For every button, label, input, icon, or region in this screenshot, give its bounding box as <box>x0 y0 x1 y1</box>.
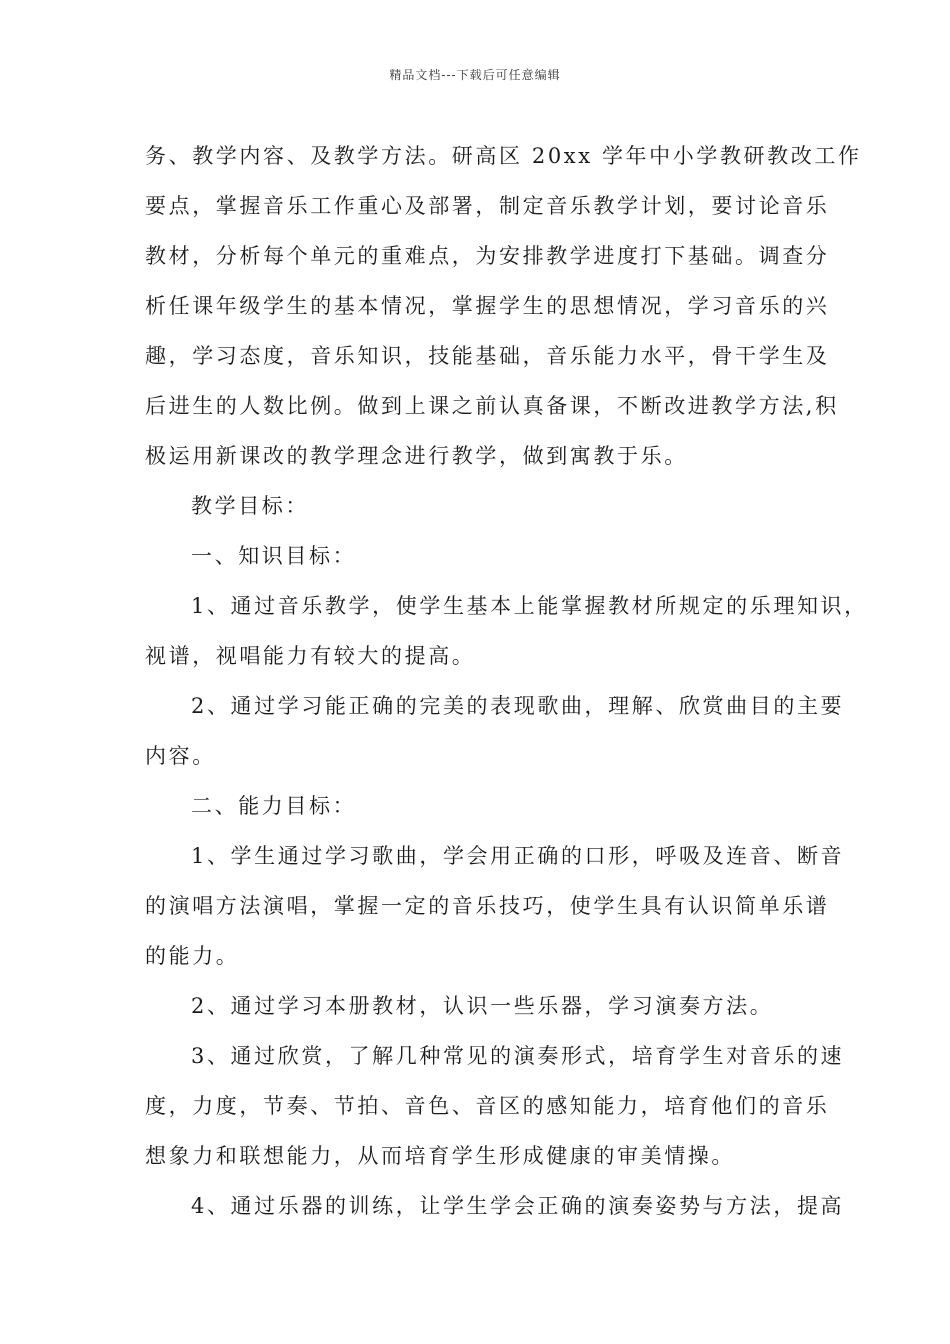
text-line: 教材，分析每个单元的重难点，为安排教学进度打下基础。调查分 <box>145 244 830 268</box>
text-line: 务、教学内容、及教学方法。研高区 20xx 学年中小学教研教改工作 <box>145 144 862 168</box>
text-line: 析任课年级学生的基本情况，掌握学生的思想情况，学习音乐的兴 <box>145 294 830 318</box>
text-line: 4、通过乐器的训练，让学生学会正确的演奏姿势与方法，提高 <box>191 1194 845 1218</box>
text-line: 后进生的人数比例。做到上课之前认真备课，不断改进教学方法,积 <box>145 394 839 418</box>
document-body <box>145 131 868 1231</box>
text-line: 要点，掌握音乐工作重心及部署，制定音乐教学计划，要讨论音乐 <box>145 194 830 218</box>
page-header: 精品文档---下载后可任意编辑 <box>389 68 561 82</box>
section-heading-knowledge-goals: 一、知识目标： <box>191 544 357 568</box>
section-heading-ability-goals: 二、能力目标： <box>191 794 357 818</box>
text-line: 想象力和联想能力，从而培育学生形成健康的审美情操。 <box>145 1144 735 1168</box>
text-line: 极运用新课改的教学理念进行教学，做到寓教于乐。 <box>145 444 688 468</box>
text-line: 的能力。 <box>145 944 240 968</box>
text-line: 2、通过学习本册教材，认识一些乐器，学习演奏方法。 <box>191 994 774 1018</box>
text-line: 内容。 <box>145 744 216 768</box>
text-line: 的演唱方法演唱，掌握一定的音乐技巧，使学生具有认识简单乐谱 <box>145 894 830 918</box>
text-line: 视谱，视唱能力有较大的提高。 <box>145 644 476 668</box>
text-line: 3、通过欣赏，了解几种常见的演奏形式，培育学生对音乐的速 <box>191 1044 845 1068</box>
text-line: 1、学生通过学习歌曲，学会用正确的口形，呼吸及连音、断音 <box>191 844 845 868</box>
text-line: 1、通过音乐教学，使学生基本上能掌握教材所规定的乐理知识， <box>191 594 868 618</box>
text-line: 2、通过学习能正确的完美的表现歌曲，理解、欣赏曲目的主要 <box>191 694 845 718</box>
section-heading-teaching-goals: 教学目标： <box>191 494 309 518</box>
text-line: 度，力度，节奏、节拍、音色、音区的感知能力，培育他们的音乐 <box>145 1094 830 1118</box>
text-line: 趣，学习态度，音乐知识，技能基础，音乐能力水平，骨干学生及 <box>145 344 830 368</box>
